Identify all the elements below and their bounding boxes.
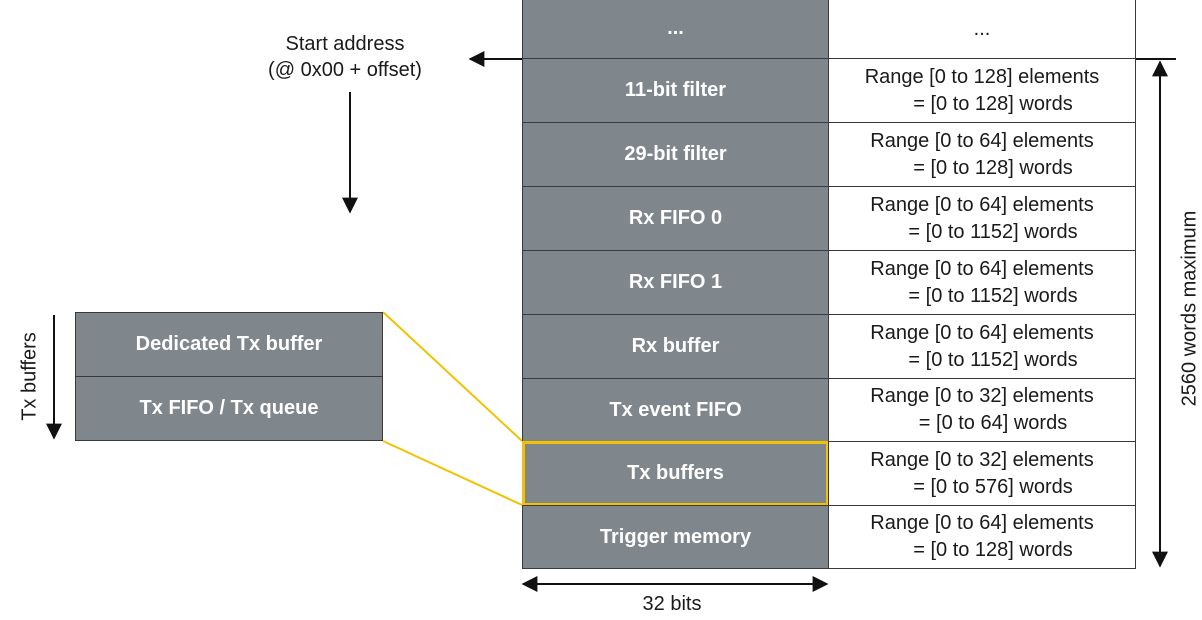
- range-line1: Range [0 to 64] elements: [870, 321, 1094, 344]
- range-line1: Range [0 to 64] elements: [870, 193, 1094, 216]
- range-line1: Range [0 to 64] elements: [870, 257, 1094, 280]
- range-rx-fifo-1: [828, 250, 1136, 315]
- block-dedicated-tx-buffer: [75, 312, 383, 377]
- block-11bit-filter: [522, 58, 829, 123]
- range-line2: = [0 to 128] words: [913, 539, 1073, 561]
- block-label: Rx buffer: [631, 335, 720, 357]
- range-line2: = [0 to 576] words: [913, 475, 1073, 498]
- tx-side-label: Tx buffers: [18, 332, 41, 421]
- block-label: Tx FIFO / Tx queue: [139, 397, 319, 419]
- block-label: 29-bit filter: [624, 143, 727, 165]
- block-label: ...: [667, 17, 684, 39]
- range-line2: = [0 to 1152] words: [908, 220, 1078, 243]
- block-label: 11-bit filter: [624, 79, 727, 101]
- block-tx-fifo-queue: [75, 376, 383, 441]
- block-tx-buffers: [522, 441, 829, 506]
- block-tx-event-fifo: [522, 378, 829, 442]
- start-address-line1: Start address: [285, 33, 405, 55]
- block-29bit-filter: [522, 122, 829, 187]
- range-rx-fifo-0: [828, 186, 1136, 251]
- block-rx-fifo-1: [522, 250, 829, 315]
- max-size-label: 2560 words maximum: [1178, 210, 1201, 407]
- range-line2: = [0 to 128] words: [913, 156, 1073, 179]
- start-address-line2: (@ 0x00 + offset): [268, 59, 422, 81]
- range-line2: = [0 to 64] words: [918, 412, 1068, 434]
- block-label: Tx buffers: [627, 462, 724, 484]
- block-label: Dedicated Tx buffer: [135, 333, 323, 355]
- block-label: Rx FIFO 1: [628, 271, 723, 293]
- block-label: Trigger memory: [599, 525, 752, 548]
- range-29bit-filter: [828, 122, 1136, 187]
- range-trigger-memory: [828, 505, 1136, 569]
- range-line2: = [0 to 128] words: [913, 92, 1073, 115]
- block-trigger-memory: [522, 505, 829, 569]
- block-label: Tx event FIFO: [609, 398, 742, 421]
- block-ellipsis: [522, 0, 829, 59]
- zoom-line-top: [383, 312, 522, 441]
- range-line2: = [0 to 1152] words: [908, 284, 1078, 307]
- block-rx-fifo-0: [522, 186, 829, 251]
- zoom-line-bottom: [383, 441, 522, 505]
- range-line1: Range [0 to 32] elements: [870, 448, 1094, 471]
- block-rx-buffer: [522, 314, 829, 379]
- range-tx-buffers: [828, 441, 1136, 506]
- range-line1: Range [0 to 64] elements: [870, 129, 1094, 152]
- range-line1: Range [0 to 128] elements: [864, 65, 1100, 88]
- range-ellipsis: [828, 0, 1136, 59]
- range-rx-buffer: [828, 314, 1136, 379]
- start-address-label: [240, 31, 450, 83]
- range-line1: Range [0 to 64] elements: [870, 512, 1094, 534]
- width-label: 32 bits: [642, 593, 702, 615]
- range-tx-event-fifo: [828, 378, 1136, 442]
- range-line1: ...: [973, 17, 991, 40]
- block-label: Rx FIFO 0: [628, 207, 723, 229]
- range-11bit-filter: [828, 58, 1136, 123]
- range-line2: = [0 to 1152] words: [908, 348, 1078, 371]
- range-line1: Range [0 to 32] elements: [870, 385, 1094, 407]
